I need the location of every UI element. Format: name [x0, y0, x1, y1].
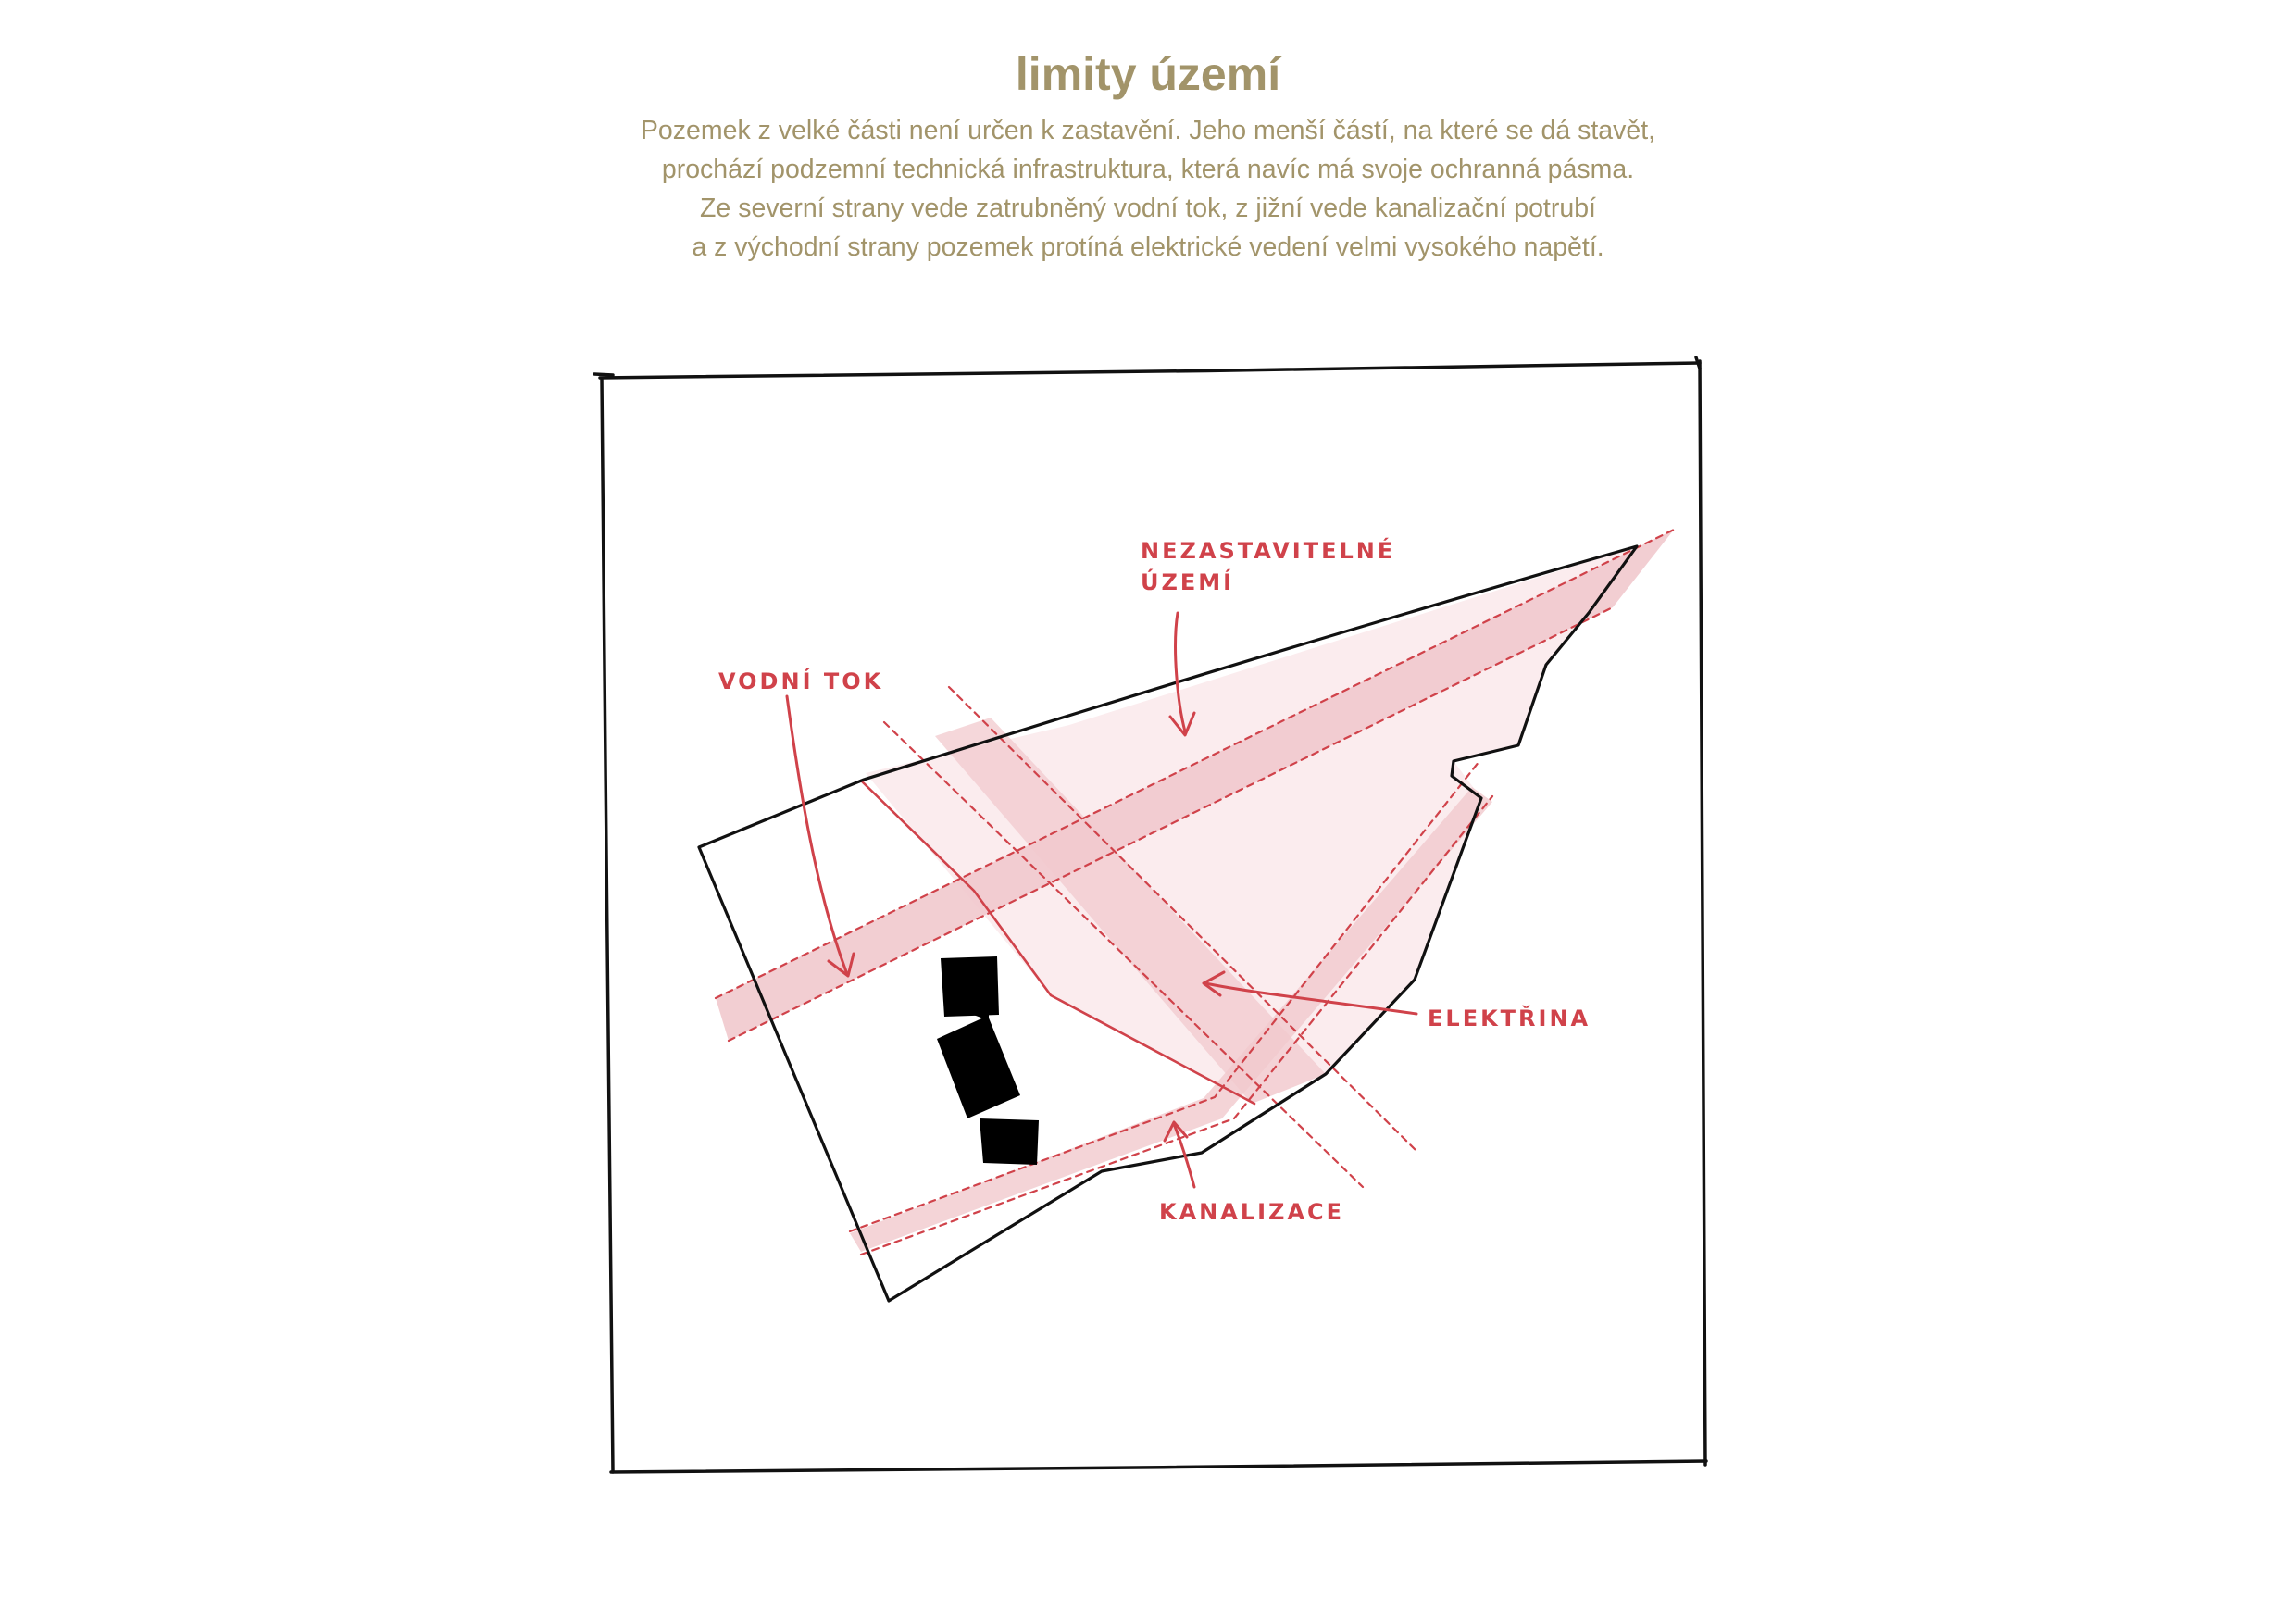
building [937, 1016, 1020, 1118]
description-line: a z východní strany pozemek protíná elektrické vedení velmi vysokého napětí. [692, 232, 1604, 262]
description-line: Ze severní strany vede zatrubněný vodní tok, z jižní vede kanalizační potrubí [700, 194, 1596, 223]
page-title: limity území [1015, 48, 1281, 100]
label-vodni-tok: VODNÍ TOK [718, 668, 884, 694]
building [941, 956, 999, 1017]
buildings [937, 956, 1039, 1165]
label-kanalizace: KANALIZACE [1159, 1199, 1345, 1225]
description-line: Pozemek z velké části není určen k zastavění. Jeho menší částí, na které se dá stavět, [640, 116, 1656, 145]
description-line: prochází podzemní technická infrastruktura, která navíc má svoje ochranná pásma. [661, 155, 1635, 184]
label-nezastavitelne-uzemi: NEZASTAVITELNÉ [1141, 538, 1396, 564]
label-nezastavitelne-uzemi-line2: ÚZEMÍ [1141, 569, 1235, 595]
label-elektrina: ELEKTŘINA [1428, 1006, 1591, 1031]
building [980, 1118, 1039, 1165]
